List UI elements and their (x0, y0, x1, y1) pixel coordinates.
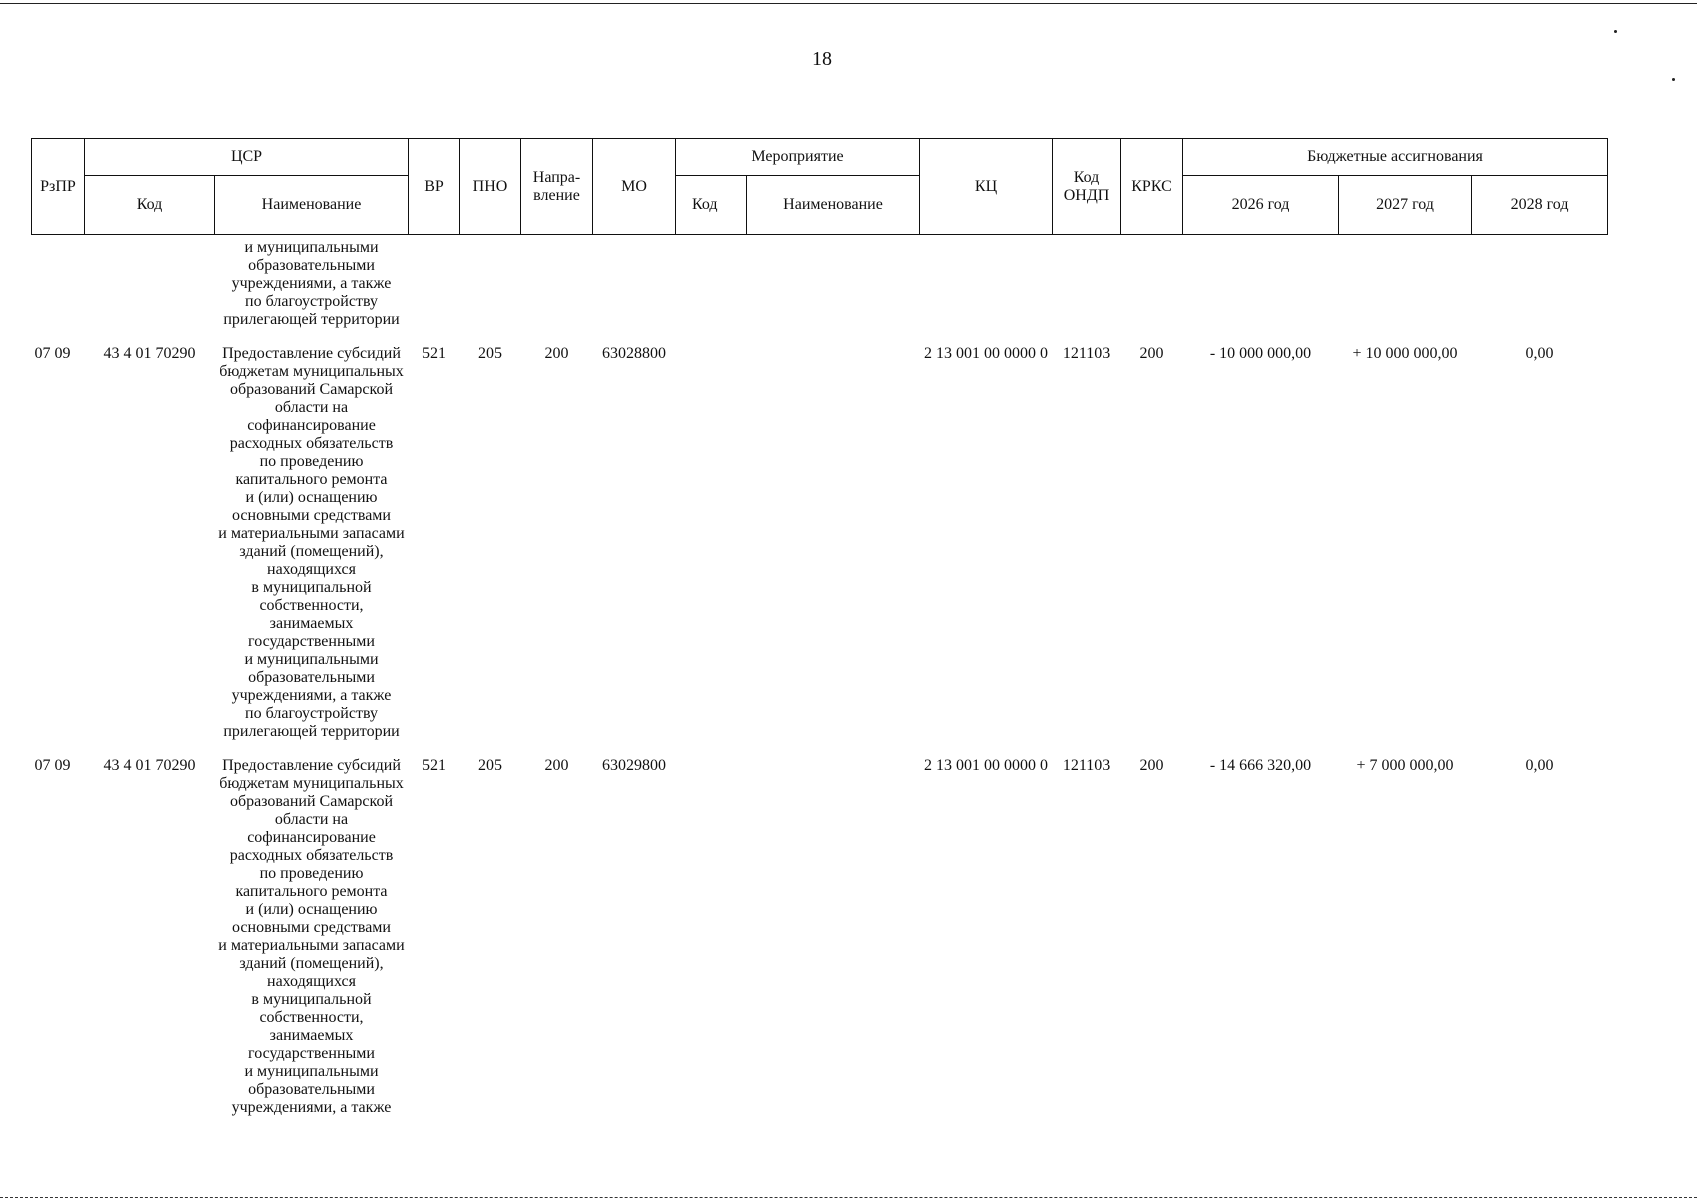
direction-label: Напра- вление (532, 168, 581, 204)
cell-2027: + 10 000 000,00 (1352, 345, 1458, 362)
name-line: и материальными запасами (218, 525, 405, 542)
name-line: зданий (помещений), (239, 543, 384, 560)
name-line: области на (274, 811, 349, 828)
name-line: софинансирование (247, 829, 376, 846)
name-line: бюджетам муниципальных (219, 775, 404, 792)
col-ondp-header (1053, 139, 1121, 235)
cell-pno: 205 (478, 757, 502, 774)
name-line: области на (274, 399, 349, 416)
col-2028-header: 2028 год (1472, 176, 1608, 235)
continuation-name (215, 235, 409, 336)
name-line: по благоустройству (245, 293, 378, 310)
cell-2026: - 14 666 320,00 (1209, 757, 1312, 774)
scan-speck (1614, 30, 1617, 33)
name-line: основными средствами (232, 507, 391, 524)
cell-rzpr: 07 09 (34, 345, 71, 362)
cell-csr-name (215, 335, 409, 747)
cell-vr: 521 (422, 757, 446, 774)
name-line: по проведению (259, 865, 364, 882)
cell-krks: 200 (1139, 757, 1164, 774)
col-csr-code-header: Код (85, 176, 215, 235)
cell-2026: - 10 000 000,00 (1209, 345, 1312, 362)
name-line: занимаемых (269, 615, 354, 632)
name-line: и материальными запасами (218, 937, 405, 954)
col-csr-header: ЦСР (85, 139, 409, 176)
name-line: капитального ремонта (235, 883, 388, 900)
cell-mo: 63028800 (602, 345, 666, 362)
header-row-1 (32, 139, 1608, 176)
name-line: образовательными (248, 669, 375, 686)
name-line: образовательными (248, 1081, 375, 1098)
col-event-header: Мероприятие (676, 139, 920, 176)
cell-krks: 200 (1139, 345, 1164, 362)
cell-vr: 521 (422, 345, 446, 362)
header-row-2 (32, 176, 1608, 235)
col-2027-header: 2027 год (1339, 176, 1472, 235)
name-line: и муниципальными (244, 651, 379, 668)
col-pno-header: ПНО (460, 139, 521, 235)
cell-2027: + 7 000 000,00 (1356, 757, 1454, 774)
name-line: образований Самарской (229, 381, 394, 398)
name-line: расходных обязательств (229, 435, 394, 452)
cell-ondp: 121103 (1062, 345, 1111, 362)
cell-2028: 0,00 (1525, 757, 1554, 774)
name-line: образовательными (248, 257, 375, 274)
cell-csr-name (215, 747, 409, 1123)
cell-event-code (676, 335, 747, 747)
cell-event-name (747, 747, 920, 1123)
name-line: и муниципальными (244, 1063, 379, 1080)
name-line: собственности, (259, 1009, 364, 1026)
cell-kc: 2 13 001 00 0000 0 (924, 757, 1049, 774)
name-line: прилегающей территории (223, 311, 400, 328)
name-line: капитального ремонта (235, 471, 388, 488)
col-2026-header: 2026 год (1183, 176, 1339, 235)
cell-pno: 205 (478, 345, 502, 362)
cell-direction: 200 (544, 345, 569, 362)
table-row (32, 335, 1608, 747)
cell-kc: 2 13 001 00 0000 0 (924, 345, 1049, 362)
cell-ondp: 121103 (1062, 757, 1111, 774)
name-line: расходных обязательств (229, 847, 394, 864)
col-krks-header: КРКС (1121, 139, 1183, 235)
name-line: и (или) оснащению (245, 489, 378, 506)
cell-event-code (676, 747, 747, 1123)
page-number: 18 (812, 48, 832, 70)
col-rzpr-header: РзПР (32, 139, 85, 235)
name-line: основными средствами (232, 919, 391, 936)
name-line: учреждениями, а также (231, 275, 392, 292)
name-line: находящихся (267, 973, 356, 990)
name-line: государственными (248, 1045, 375, 1062)
col-event-code-header: Код (676, 176, 747, 235)
name-line: Предоставление субсидий (222, 757, 401, 774)
col-kc-header: КЦ (920, 139, 1053, 235)
name-line: находящихся (267, 561, 356, 578)
col-mo-header: МО (593, 139, 676, 235)
col-direction-header (521, 139, 593, 235)
name-line: по благоустройству (245, 705, 378, 722)
cell-event-name (747, 335, 920, 747)
name-line: по проведению (259, 453, 364, 470)
budget-allocation-table (31, 138, 1608, 1123)
name-line: государственными (248, 633, 375, 650)
col-event-name-header: Наименование (747, 176, 920, 235)
cell-direction: 200 (544, 757, 569, 774)
name-line: занимаемых (269, 1027, 354, 1044)
name-line: учреждениями, а также (231, 687, 392, 704)
name-line: Предоставление субсидий (222, 345, 401, 362)
name-line: зданий (помещений), (239, 955, 384, 972)
name-line: в муниципальной (251, 991, 372, 1008)
col-csr-name-header: Наименование (215, 176, 409, 235)
cell-csr-code: 43 4 01 70290 (103, 345, 196, 362)
cell-2028: 0,00 (1525, 345, 1554, 362)
name-line: софинансирование (247, 417, 376, 434)
name-line: образований Самарской (229, 793, 394, 810)
name-line: и (или) оснащению (245, 901, 378, 918)
col-budget-header: Бюджетные ассигнования (1183, 139, 1608, 176)
scan-speck (1672, 78, 1675, 81)
cell-rzpr: 07 09 (34, 757, 71, 774)
name-line: и муниципальными (244, 239, 379, 256)
name-line: собственности, (259, 597, 364, 614)
name-line: бюджетам муниципальных (219, 363, 404, 380)
continuation-row (32, 235, 1608, 336)
cell-csr-code: 43 4 01 70290 (103, 757, 196, 774)
name-line: учреждениями, а также (231, 1099, 392, 1116)
name-line: прилегающей территории (223, 723, 400, 740)
scan-edge-top (0, 3, 1697, 4)
scan-edge-bottom (0, 1197, 1697, 1198)
col-vr-header: ВР (409, 139, 460, 235)
name-line: в муниципальной (251, 579, 372, 596)
ondp-label: Код ОНДП (1063, 168, 1110, 204)
cell-mo: 63029800 (602, 757, 666, 774)
table-row (32, 747, 1608, 1123)
